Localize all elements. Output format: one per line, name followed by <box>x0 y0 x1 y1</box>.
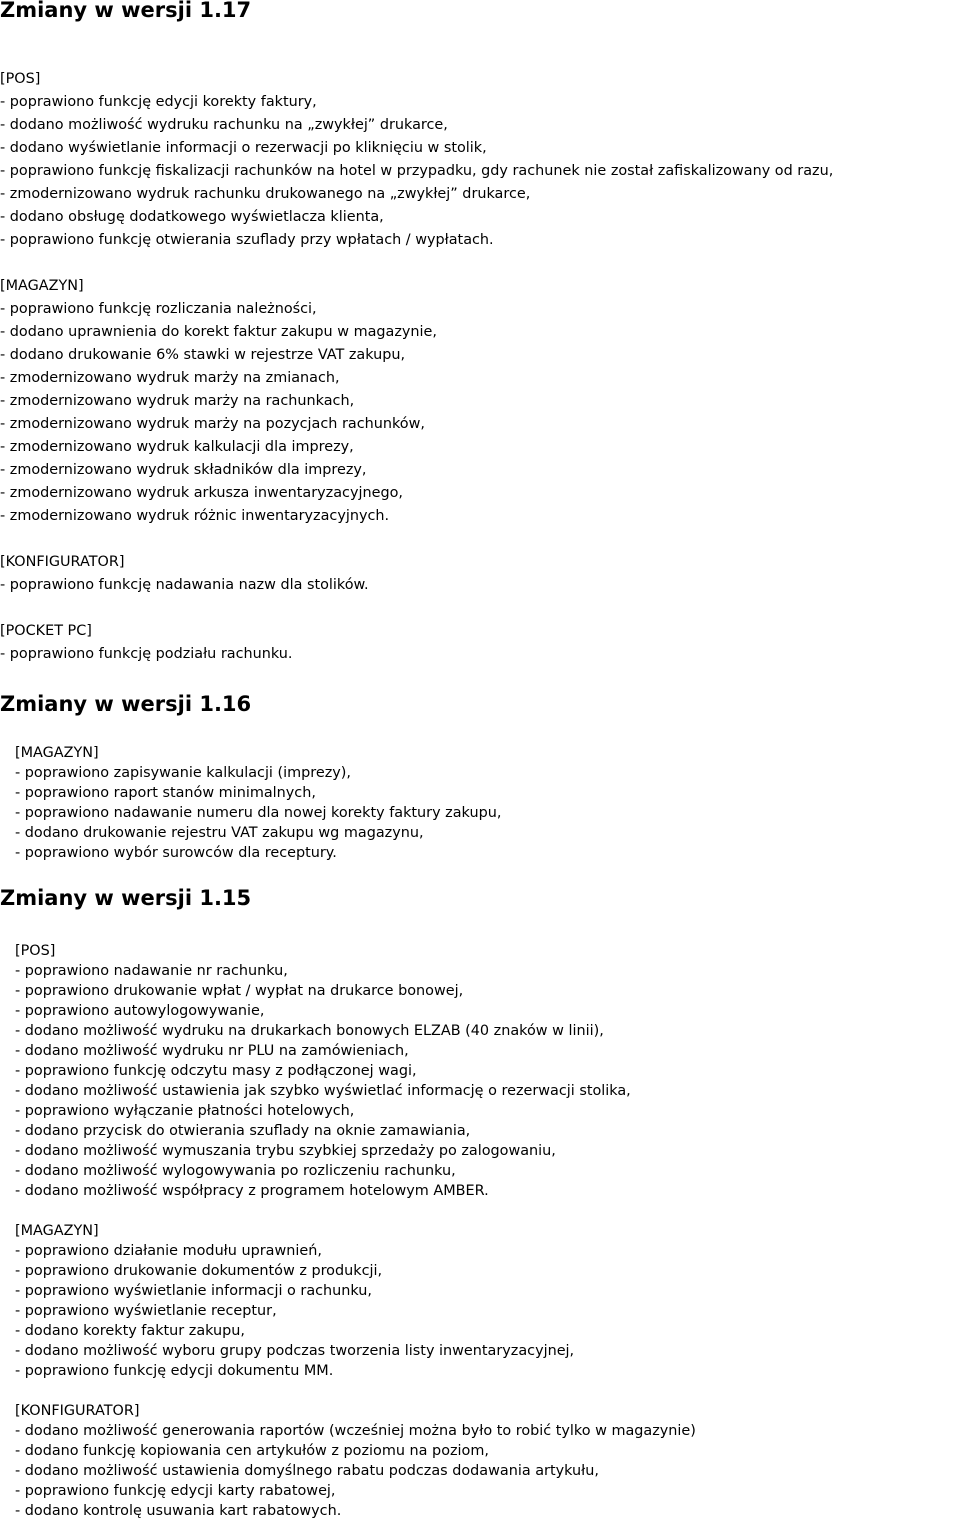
list-item: - poprawiono działanie modułu uprawnień, <box>15 1243 322 1259</box>
list-item: - dodano przycisk do otwierania szuflady na oknie zamawiania, <box>15 1123 471 1139</box>
list-item: - poprawiono funkcję podziału rachunku. <box>0 646 293 662</box>
list-item: - dodano możliwość wyboru grupy podczas tworzenia listy inwentaryzacyjnej, <box>15 1343 575 1359</box>
section-label-konfigurator: [KONFIGURATOR] <box>15 1403 140 1419</box>
list-item: - dodano uprawnienia do korekt faktur zakupu w magazynie, <box>0 324 437 340</box>
list-item: - zmodernizowano wydruk rachunku drukowanego na „zwykłej” drukarce, <box>0 186 531 202</box>
list-item: - dodano możliwość wydruku rachunku na „zwykłej” drukarce, <box>0 117 448 133</box>
list-item: - poprawiono wyłączanie płatności hotelowych, <box>15 1103 355 1119</box>
list-item: - poprawiono wyświetlanie receptur, <box>15 1303 277 1319</box>
section-spacer <box>15 1381 696 1401</box>
list-item: - poprawiono zapisywanie kalkulacji (imprezy), <box>15 765 351 781</box>
list-item: - dodano możliwość współpracy z programem hotelowym AMBER. <box>15 1183 489 1199</box>
list-item: - poprawiono funkcję edycji korekty faktury, <box>0 94 317 110</box>
list-item: - poprawiono autowylogowywanie, <box>15 1003 265 1019</box>
section-label-magazyn: [MAGAZYN] <box>0 278 84 294</box>
list-item: - poprawiono raport stanów minimalnych, <box>15 785 316 801</box>
list-item: - dodano funkcję kopiowania cen artykułów z poziomu na poziom, <box>15 1443 489 1459</box>
list-item: - dodano możliwość wylogowywania po rozliczeniu rachunku, <box>15 1163 456 1179</box>
version-1-17-title: Zmiany w wersji 1.17 <box>0 0 252 22</box>
list-item: - poprawiono funkcję otwierania szuflady przy wpłatach / wypłatach. <box>0 232 494 248</box>
section-spacer <box>15 1201 696 1221</box>
list-item: - poprawiono drukowanie dokumentów z produkcji, <box>15 1263 383 1279</box>
list-item: - dodano możliwość wymuszania trybu szybkiej sprzedaży po zalogowaniu, <box>15 1143 556 1159</box>
list-item: - poprawiono funkcję odczytu masy z podłączonej wagi, <box>15 1063 417 1079</box>
section-label-pocket-pc: [POCKET PC] <box>0 623 92 639</box>
list-item: - poprawiono nadawanie nr rachunku, <box>15 963 288 979</box>
section-label-magazyn: [MAGAZYN] <box>15 1223 99 1239</box>
list-item: - dodano drukowanie 6% stawki w rejestrze VAT zakupu, <box>0 347 406 363</box>
list-item: - dodano obsługę dodatkowego wyświetlacza klienta, <box>0 209 384 225</box>
list-item: - poprawiono wyświetlanie informacji o rachunku, <box>15 1283 373 1299</box>
section-label-konfigurator: [KONFIGURATOR] <box>0 554 125 570</box>
version-1-15-content <box>15 941 696 1521</box>
list-item: - poprawiono funkcję rozliczania należności, <box>0 301 317 317</box>
list-item: - dodano możliwość ustawienia jak szybko wyświetlać informację o rezerwacji stolika, <box>15 1083 631 1099</box>
version-1-16-title: Zmiany w wersji 1.16 <box>0 692 252 716</box>
list-item: - poprawiono funkcję fiskalizacji rachunków na hotel w przypadku, gdy rachunek nie został zafiskalizowany od razu, <box>0 163 834 179</box>
list-item: - dodano wyświetlanie informacji o rezerwacji po kliknięciu w stolik, <box>0 140 487 156</box>
list-item: - zmodernizowano wydruk arkusza inwentaryzacyjnego, <box>0 485 403 501</box>
list-item: - zmodernizowano wydruk kalkulacji dla imprezy, <box>0 439 354 455</box>
section-label-pos: [POS] <box>15 943 56 959</box>
version-1-16-content <box>15 743 501 863</box>
list-item: - zmodernizowano wydruk różnic inwentaryzacyjnych. <box>0 508 390 524</box>
list-item: - poprawiono wybór surowców dla receptury. <box>15 845 337 861</box>
list-item: - zmodernizowano wydruk marży na rachunkach, <box>0 393 355 409</box>
version-1-17-content <box>0 68 833 666</box>
list-item: - poprawiono funkcję edycji karty rabatowej, <box>15 1483 336 1499</box>
section-label-pos: [POS] <box>0 71 41 87</box>
list-item: - dodano możliwość wydruku nr PLU na zamówieniach, <box>15 1043 409 1059</box>
list-item: - zmodernizowano wydruk marży na pozycjach rachunków, <box>0 416 425 432</box>
list-item: - zmodernizowano wydruk składników dla imprezy, <box>0 462 367 478</box>
list-item: - dodano możliwość generowania raportów (wcześniej można było to robić tylko w magazynie) <box>15 1423 696 1439</box>
list-item: - dodano możliwość ustawienia domyślnego rabatu podczas dodawania artykułu, <box>15 1463 599 1479</box>
list-item: - zmodernizowano wydruk marży na zmianach, <box>0 370 340 386</box>
list-item: - dodano kontrolę usuwania kart rabatowych. <box>15 1503 342 1519</box>
section-spacer <box>0 528 833 551</box>
section-label-magazyn: [MAGAZYN] <box>15 745 99 761</box>
list-item: - dodano drukowanie rejestru VAT zakupu wg magazynu, <box>15 825 424 841</box>
list-item: - poprawiono nadawanie numeru dla nowej korekty faktury zakupu, <box>15 805 502 821</box>
list-item: - poprawiono funkcję edycji dokumentu MM. <box>15 1363 334 1379</box>
list-item: - poprawiono funkcję nadawania nazw dla stolików. <box>0 577 369 593</box>
section-spacer <box>0 252 833 275</box>
list-item: - dodano możliwość wydruku na drukarkach bonowych ELZAB (40 znaków w linii), <box>15 1023 604 1039</box>
list-item: - dodano korekty faktur zakupu, <box>15 1323 245 1339</box>
version-1-15-title: Zmiany w wersji 1.15 <box>0 886 252 910</box>
section-spacer <box>0 597 833 620</box>
list-item: - poprawiono drukowanie wpłat / wypłat na drukarce bonowej, <box>15 983 464 999</box>
